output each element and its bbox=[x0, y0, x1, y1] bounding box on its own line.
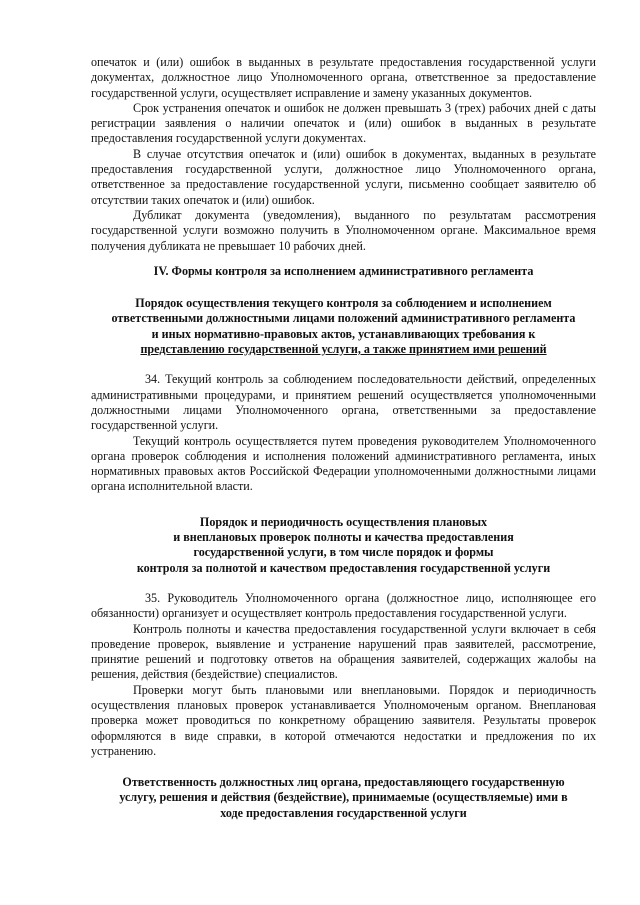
subsection-title-line: и иных нормативно-правовых актов, устанавливающих требования к bbox=[151, 326, 536, 341]
subsection-title-inspections bbox=[91, 515, 596, 576]
paragraph-34-continued: Текущий контроль осуществляется путем проведения руководителем Уполномоченного органа проверок соблюдения и исполнения положений административного регламента, иных нормативных правовых актов Российской Федерации уполномоченными должностными лицами органа исполнительной власти. bbox=[91, 433, 596, 494]
subsection-title-line: государственной услуги, в том числе порядок и формы bbox=[193, 545, 494, 560]
section-title-iv: IV. Формы контроля за исполнением административного регламента bbox=[153, 263, 534, 278]
subsection-title-line: представлению государственной услуги, а также принятием ими решений bbox=[140, 342, 547, 357]
paragraph-35-quality-control: Контроль полноты и качества предоставления государственной услуги включает в себя проведение проверок, выявление и устранение нарушений прав заявителей, рассмотрение, принятие решений и подготовку ответов на обращения заявителей, содержащих жалобы на решения, действия (бездействие) специалистов. bbox=[91, 621, 596, 682]
subsection-title-line: контроля за полнотой и качеством предоставления государственной услуги bbox=[136, 560, 551, 575]
subsection-title-line: Порядок осуществления текущего контроля за соблюдением и исполнением bbox=[135, 296, 552, 311]
subsection-title-line: ходе предоставления государственной услуги bbox=[220, 805, 467, 820]
paragraph-35-inspections: Проверки могут быть плановыми или внеплановыми. Порядок и периодичность осуществления плановых проверок устанавливается Уполномоченым органом. Внеплановая проверка может проводиться по конкретному обращению заявителя. Результаты проверок оформляются в виде справки, в которой отмечаются недостатки и предложения по их устранению. bbox=[91, 682, 596, 758]
document-page bbox=[91, 55, 596, 821]
subsection-title-line: и внеплановых проверок полноты и качества предоставления bbox=[173, 530, 514, 545]
subsection-title-current-control bbox=[91, 296, 596, 357]
subsection-title-line: ответственными должностными лицами положений административного регламента bbox=[111, 311, 576, 326]
subsection-title-responsibility bbox=[91, 775, 596, 821]
paragraph-duplicate: Дубликат документа (уведомления), выданного по результатам рассмотрения государственной услуги возможно получить в Уполномоченном органе. Максимальное время получения дубликата не превышает 10 рабочих дней. bbox=[91, 207, 596, 253]
paragraph-no-errors: В случае отсутствия опечаток и (или) ошибок в документах, выданных в результате предоставления государственной услуги, должностное лицо Уполномоченного органа, ответственное за предоставление государственной услуги, письменно сообщает заявителю об отсутствии таких опечаток и (или) ошибок. bbox=[91, 146, 596, 207]
paragraph-35: 35. Руководитель Уполномоченного органа (должностное лицо, исполняющее его обязанности) организует и осуществляет контроль предоставления государственной услуги. bbox=[91, 590, 596, 621]
paragraph-correction-continued: опечаток и (или) ошибок в выданных в результате предоставления государственной услуги документах, должностное лицо Уполномоченного органа, ответственное за предоставление государственной услуги, осуществляет исправление и замену указанных документов. bbox=[91, 55, 596, 100]
subsection-title-line: Ответственность должностных лиц органа, предоставляющего государственную bbox=[122, 775, 565, 790]
subsection-title-line: услугу, решения и действия (бездействие), принимаемые (осуществляемые) ими в bbox=[119, 790, 568, 805]
subsection-title-line: Порядок и периодичность осуществления плановых bbox=[199, 514, 488, 529]
paragraph-correction-deadline: Срок устранения опечаток и ошибок не должен превышать 3 (трех) рабочих дней с даты регистрации заявления о наличии опечаток и (или) ошибок в выданных в результате предоставления государственной услуги документах. bbox=[91, 100, 596, 146]
paragraph-34: 34. Текущий контроль за соблюдением последовательности действий, определенных административными процедурами, и принятием решений осуществляется уполномоченными должностными лицами Уполномоченного органа, ответственными за предоставление государственной услуги. bbox=[91, 372, 596, 433]
